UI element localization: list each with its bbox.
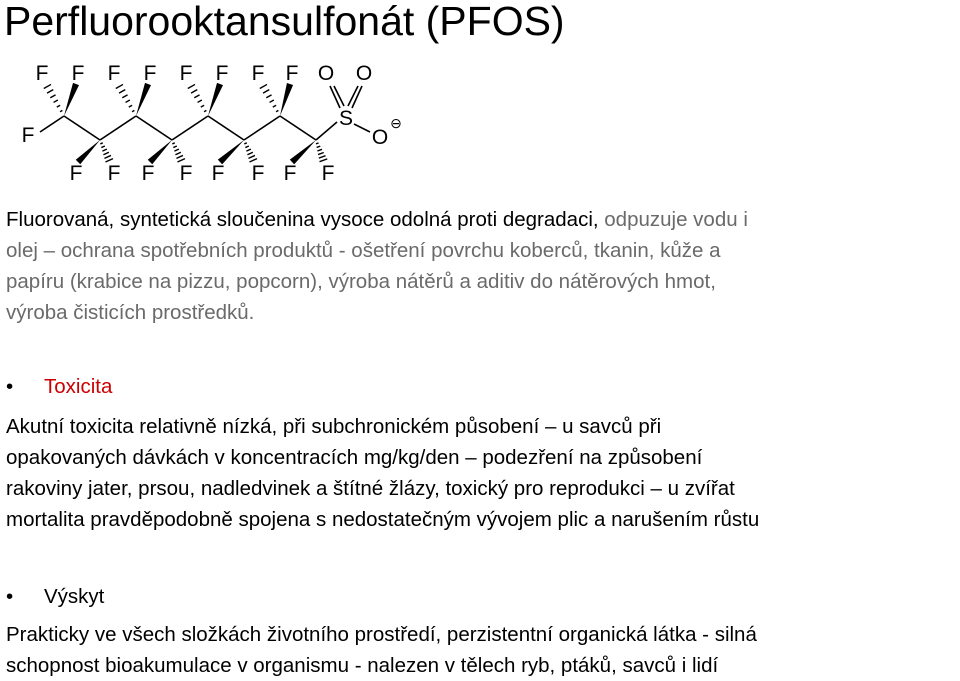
hashed-bond [174,149,178,151]
section-heading-vyskyt [6,581,104,612]
toxicita-line: Akutní toxicita relativně nízká, při subchronickém působení – u savců při [6,415,662,438]
hashed-bond [201,105,204,107]
oxygen-atom: O [371,126,389,149]
hashed-bond [194,95,199,98]
heading-text: Výskyt [44,585,105,608]
vyskyt-line: schopnost bioakumulace v organismu - nalezen v tělech ryb, ptáků, savců i lidí [6,654,719,677]
oxygen-atom: O [355,62,373,85]
bond-line [64,116,100,140]
wedge-bond [148,140,172,164]
fluorine-atom: F [107,62,121,85]
fluorine-atom: F [69,162,83,185]
bond-line [316,122,337,140]
intro-line: výroba čisticích prostředků. [6,301,255,324]
hashed-bond [116,84,123,88]
hashed-bond [247,152,252,154]
vyskyt-paragraph [6,619,757,681]
bullet-icon: • [6,585,14,608]
hashed-bond [317,146,321,147]
hashed-bond [276,110,278,111]
wedge-bond [280,83,293,116]
hashed-bond [191,90,197,93]
fluorine-atom: F [283,162,297,185]
fluorine-atom: F [285,62,299,85]
fluorine-atom: F [141,162,155,185]
hashed-bond [126,100,130,102]
wedge-bond [136,83,151,116]
wedge-bond [64,83,79,116]
hashed-bond [103,152,108,154]
hashed-bond [270,100,274,102]
intro-paragraph [6,204,748,328]
fluorine-atom: F [21,124,35,147]
fluorine-atom: F [211,162,225,185]
bond-line [172,116,208,140]
hashed-bond [47,90,53,93]
hashed-bond [172,143,174,144]
hashed-bond [244,143,246,144]
hashed-bond [57,105,60,107]
wedge-bond [290,140,316,164]
intro-line: olej – ochrana spotřebních produktů - ošetření povrchu koberců, tkanin, kůže a [6,239,721,262]
hashed-bond [60,110,62,111]
hashed-bond [101,146,104,148]
vyskyt-line: Prakticky ve všech složkách životního prostředí, perzistentní organická látka - silná [6,623,757,646]
hashed-bond [204,110,206,111]
hashed-bond [175,152,180,154]
hashed-bond [198,100,202,102]
bullet-icon: • [6,375,14,398]
hashed-bond [104,155,110,158]
hashed-bond [248,155,254,158]
fluorine-atom: F [107,162,121,185]
fluorine-atom: F [215,62,229,85]
bond-line [40,116,64,132]
fluorine-atom: F [179,162,193,185]
toxicita-line: rakoviny jater, prsou, nadledvinek a štítné žlázy, toxický pro reprodukci – u zvířat [6,477,735,500]
section-heading-toxicita [6,371,112,402]
hashed-bond [132,110,134,111]
bond-line [354,124,370,132]
fluorine-atom: F [251,162,265,185]
fluorine-atom: F [143,62,157,85]
wedge-bond [76,140,100,164]
bond-line [348,86,358,106]
hashed-bond [100,143,102,144]
hashed-bond [173,146,176,148]
intro-line: Fluorovaná, syntetická sloučenina vysoce odolná proti degradaci, odpuzuje vodu i [6,208,748,231]
hashed-bond [119,90,125,93]
bond-line [136,116,172,140]
bond-line [244,116,280,140]
oxygen-atom: O [317,62,335,85]
toxicita-paragraph [6,411,759,535]
wedge-bond [208,83,223,116]
toxicita-line: mortalita pravděpodobně spojena s nedostatečným vývojem plic a narušením růstu [6,508,760,531]
hashed-bond [176,155,182,158]
heading-text: Toxicita [44,375,113,398]
hashed-bond [263,90,269,93]
toxicita-line: opakovaných dávkách v koncentracích mg/kg/den – podezření na způsobení [6,446,703,469]
wedge-bond [218,140,244,164]
hashed-bond [317,149,322,151]
hashed-bond [319,156,326,158]
hashed-bond [50,95,55,98]
bond-line [334,86,344,106]
bond-line [208,116,244,140]
negative-charge-icon: ⊖ [390,115,402,131]
bond-line [100,116,136,140]
hashed-bond [44,84,51,88]
fluorine-atom: F [179,62,193,85]
hashed-bond [266,95,271,98]
hashed-bond [273,105,276,107]
page-title: Perfluorooktansulfonát (PFOS) [4,0,565,44]
fluorine-atom: F [321,162,335,185]
pfos-structure-diagram [0,58,430,188]
hashed-bond [122,95,127,98]
fluorine-atom: F [35,62,49,85]
hashed-bond [316,143,319,144]
sulfur-atom: S [338,107,354,130]
hashed-bond [129,105,132,107]
bond-line [280,116,316,140]
hashed-bond [245,146,248,148]
hashed-bond [188,84,195,88]
fluorine-atom: F [71,62,85,85]
hashed-bond [54,100,58,102]
intro-line: papíru (krabice na pizzu, popcorn), výroba nátěrů a aditiv do nátěrových hmot, [6,270,716,293]
hashed-bond [260,84,267,88]
hashed-bond [246,149,250,151]
hashed-bond [318,153,324,155]
fluorine-atom: F [251,62,265,85]
hashed-bond [102,149,106,151]
